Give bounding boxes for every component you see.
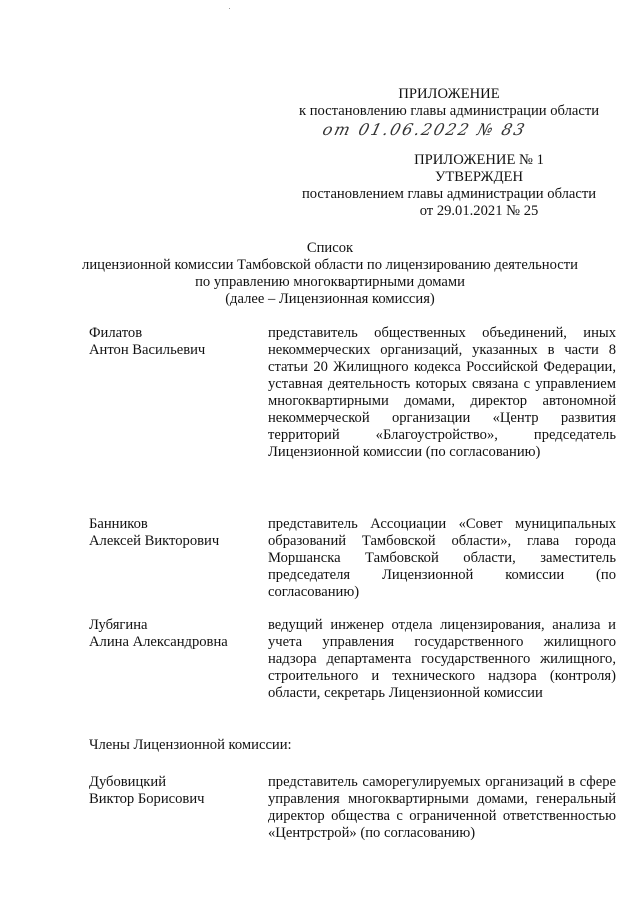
member-name (89, 516, 259, 550)
approval-date: от 29.01.2021 № 25 (419, 203, 539, 219)
appendix-label: ПРИЛОЖЕНИЕ (398, 86, 500, 102)
member-description: ведущий инженер отдела лицензирования, анализа и учета управления государственного жилищного надзора департамента государственного жилищного, строительного и технического надзора (контроля) области, секретарь Лицензионной комиссии (268, 617, 616, 701)
member-description: представитель Ассоциации «Совет муниципальных образований Тамбовской области», глава города Моршанска Тамбовской области, заместитель председателя Лицензионной комиссии (по согласованию) (268, 516, 616, 600)
member-given-name: Алексей Викторович (89, 533, 220, 549)
member-name (89, 325, 259, 359)
member-surname: Филатов (89, 325, 143, 341)
approval-header (289, 152, 609, 220)
member-surname: Дубовицкий (89, 774, 167, 790)
approval-authority: постановлением главы администрации области (301, 186, 597, 202)
member-given-name: Антон Васильевич (89, 342, 206, 358)
title-line-1: Список (306, 240, 354, 256)
approval-appendix-number: ПРИЛОЖЕНИЕ № 1 (414, 152, 544, 168)
appendix-subtitle: к постановлению главы администрации области (298, 103, 600, 119)
title-line-2: лицензионной комиссии Тамбовской области по лицензированию деятельности (82, 257, 578, 273)
member-surname: Лубягина (89, 617, 148, 633)
scan-dot (229, 8, 230, 9)
member-description: представитель саморегулируемых организаций в сфере управления многоквартирными домами, генеральный директор общества с ограниченной ответственностью «Центрстрой» (по согласованию) (268, 774, 616, 841)
document-title (60, 240, 600, 308)
member-name (89, 774, 259, 808)
title-line-3: по управлению многоквартирными домами (195, 274, 465, 290)
members-heading: Члены Лицензионной комиссии: (89, 737, 292, 753)
member-given-name: Виктор Борисович (89, 791, 205, 807)
member-given-name: Алина Александровна (89, 634, 228, 650)
handwritten-date: от 01.06.2022 № 83 (320, 120, 529, 139)
member-description: представитель общественных объединений, иных некоммерческих организаций, указанных в части 8 статьи 20 Жилищного кодекса Российской Федерации, уставная деятельность которых связана с управлением многоквартирными домами, директор автономной некоммерческой организации «Центр развития территорий «Благоустройство», председатель Лицензионной комиссии (по согласованию) (268, 325, 616, 460)
appendix-header (289, 86, 609, 140)
approval-status: УТВЕРЖДЕН (435, 169, 523, 185)
member-name (89, 617, 259, 651)
member-surname: Банников (89, 516, 148, 532)
title-line-4: (далее – Лицензионная комиссия) (225, 291, 435, 307)
